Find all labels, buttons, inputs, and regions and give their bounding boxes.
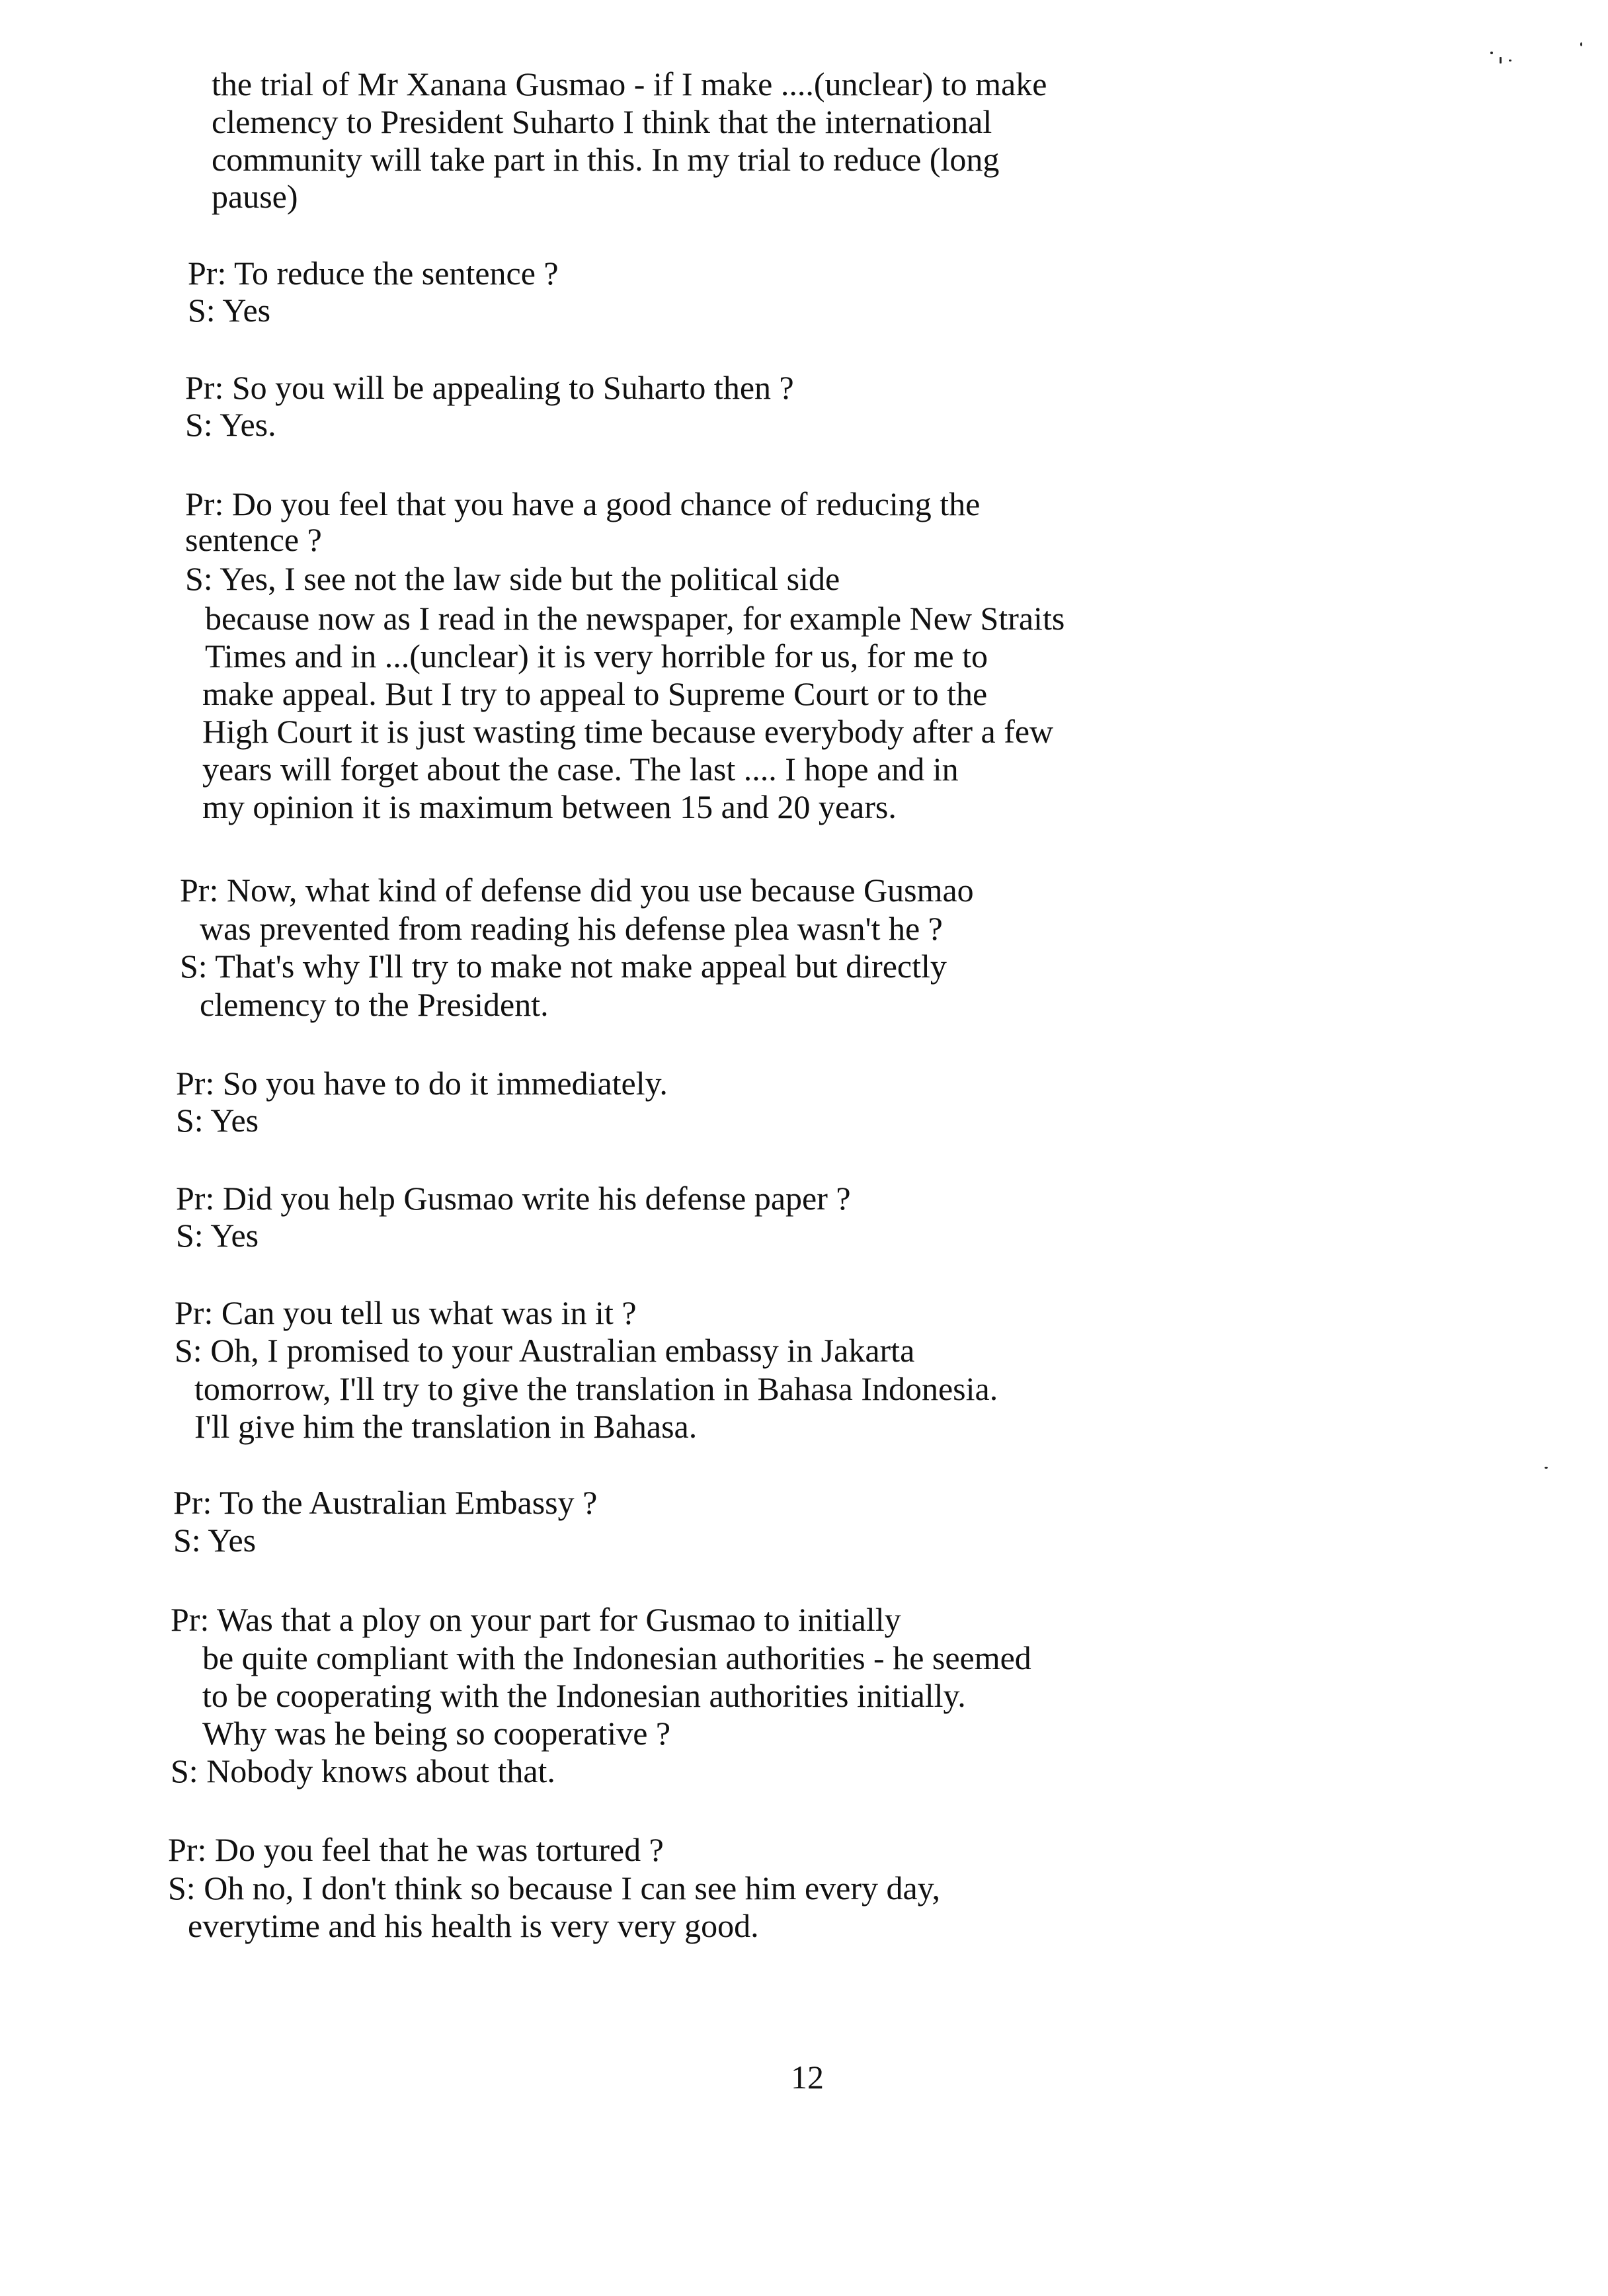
question-line: Pr: Now, what kind of defense did you use because Gusmao [180, 872, 974, 909]
answer-line: S: Yes. [185, 406, 276, 443]
scan-speck [1580, 42, 1582, 46]
answer-line: make appeal. But I try to appeal to Supreme Court or to the [202, 675, 988, 712]
question-line: Pr: Do you feel that you have a good chance of reducing the [185, 485, 981, 522]
answer-line: S: Yes [188, 292, 271, 329]
answer-line: S: That's why I'll try to make not make appeal but directly [180, 948, 947, 985]
answer-line: S: Nobody knows about that. [171, 1752, 555, 1789]
intro-line: community will take part in this. In my trial to reduce (long [212, 141, 1000, 178]
scan-speck [1509, 60, 1511, 62]
scan-speck [1490, 52, 1493, 54]
answer-line: S: Oh no, I don't think so because I can see him every day, [168, 1869, 940, 1906]
scan-speck [1500, 57, 1502, 63]
answer-line: S: Yes [176, 1102, 259, 1139]
question-line: sentence ? [185, 521, 322, 558]
intro-line: the trial of Mr Xanana Gusmao - if I make ....(unclear) to make [212, 65, 1047, 102]
answer-line: everytime and his health is very very good. [188, 1907, 759, 1944]
question-line: was prevented from reading his defense plea wasn't he ? [200, 910, 943, 947]
question-line: Why was he being so cooperative ? [202, 1715, 671, 1752]
answer-line: Times and in ...(unclear) it is very horrible for us, for me to [205, 637, 988, 675]
question-line: to be cooperating with the Indonesian authorities initially. [202, 1677, 966, 1714]
question-line: Pr: To reduce the sentence ? [188, 255, 559, 292]
answer-line: clemency to the President. [200, 986, 549, 1023]
question-line: Pr: Did you help Gusmao write his defense paper ? [176, 1180, 851, 1217]
answer-line: S: Yes, I see not the law side but the political side [185, 560, 840, 597]
intro-line: clemency to President Suharto I think that the international [212, 103, 992, 140]
answer-line: tomorrow, I'll try to give the translation in Bahasa Indonesia. [194, 1370, 998, 1407]
answer-line: because now as I read in the newspaper, for example New Straits [205, 600, 1065, 637]
answer-line: years will forget about the case. The last .... I hope and in [202, 751, 959, 788]
question-line: Pr: Do you feel that he was tortured ? [168, 1831, 664, 1868]
question-line: Pr: Was that a ploy on your part for Gusmao to initially [171, 1601, 901, 1638]
answer-line: S: Yes [173, 1522, 257, 1559]
question-line: Pr: So you have to do it immediately. [176, 1065, 668, 1102]
question-line: be quite compliant with the Indonesian authorities - he seemed [202, 1639, 1031, 1676]
question-line: Pr: Can you tell us what was in it ? [175, 1294, 637, 1331]
scan-speck [1545, 1467, 1548, 1469]
intro-line: pause) [212, 178, 298, 215]
answer-line: S: Oh, I promised to your Australian embassy in Jakarta [175, 1332, 915, 1369]
answer-line: my opinion it is maximum between 15 and 20 years. [202, 788, 897, 825]
answer-line: S: Yes [176, 1217, 259, 1254]
page-number: 12 [791, 2059, 824, 2096]
answer-line: I'll give him the translation in Bahasa. [194, 1408, 698, 1445]
question-line: Pr: To the Australian Embassy ? [173, 1484, 598, 1521]
answer-line: High Court it is just wasting time because everybody after a few [202, 713, 1054, 750]
question-line: Pr: So you will be appealing to Suharto then ? [185, 369, 794, 406]
